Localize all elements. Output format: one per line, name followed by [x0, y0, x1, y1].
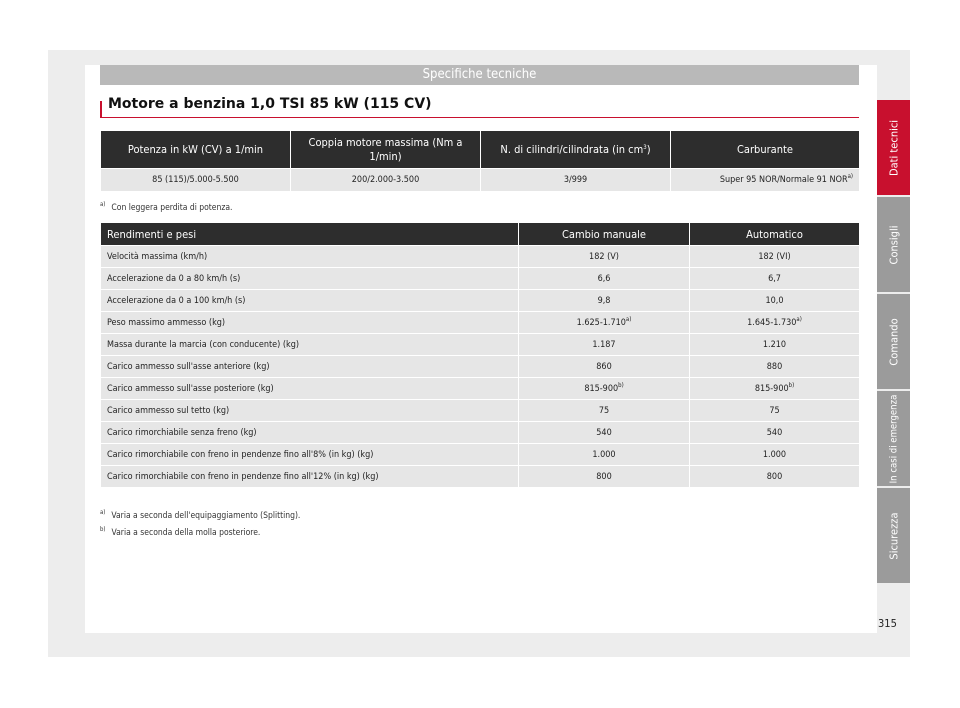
weights-cell-auto-text: 182 (VI): [758, 251, 791, 262]
weights-cell-label-text: Accelerazione da 0 a 100 km/h (s): [107, 295, 246, 306]
weights-cell-label-text: Carico ammesso sull'asse posteriore (kg): [107, 383, 274, 394]
weights-cell-manual: [519, 268, 690, 290]
weights-cell-label-text: Accelerazione da 0 a 80 km/h (s): [107, 273, 241, 284]
table-row: [101, 422, 860, 444]
weights-cell-label: [101, 356, 519, 378]
table-row: [101, 290, 860, 312]
weights-cell-manual-text: 1.187: [592, 339, 616, 350]
title-accent-mark: [100, 101, 102, 118]
weights-cell-auto: [690, 334, 860, 356]
tab-consigli[interactable]: [877, 197, 910, 292]
weights-cell-label-text: Carico ammesso sul tetto (kg): [107, 405, 230, 416]
weights-cell-auto: [690, 356, 860, 378]
engine-cell-torque: 200/2.000-3.500: [291, 169, 481, 192]
tab-label: Comando: [887, 317, 900, 366]
weights-cell-label-text: Carico rimorchiabile senza freno (kg): [107, 427, 257, 438]
table-row: [101, 169, 860, 192]
weights-cell-manual-text: 6,6: [597, 273, 611, 284]
weights-cell-auto: [690, 400, 860, 422]
weights-cell-auto: [690, 246, 860, 268]
engine-header-cylinders-sup: 3: [643, 143, 647, 151]
weights-cell-auto-text: 815-900: [754, 383, 789, 394]
weights-cell-manual: [519, 356, 690, 378]
weights-cell-auto-sup: b): [788, 381, 795, 389]
weights-cell-auto-text: 1.645-1.730: [747, 317, 797, 328]
footnote-mark: a): [100, 509, 106, 516]
weights-cell-auto-text: 880: [766, 361, 783, 372]
engine-cell-cylinders: 3/999: [481, 169, 671, 192]
table-row: [101, 400, 860, 422]
weights-cell-manual-text: 1.625-1.710: [576, 317, 626, 328]
weights-cell-label: [101, 466, 519, 488]
footnote-mark: b): [100, 526, 106, 533]
weights-cell-auto-text: 6,7: [768, 273, 781, 284]
weights-cell-auto: [690, 444, 860, 466]
weights-cell-auto-text: 540: [766, 427, 783, 438]
tab-label: Sicurezza: [887, 511, 900, 560]
engine-header-fuel: Carburante: [671, 131, 860, 169]
weights-cell-auto-text: 10,0: [765, 295, 784, 306]
page-title: Motore a benzina 1,0 TSI 85 kW (115 CV): [108, 96, 432, 112]
weights-cell-manual-text: 9,8: [597, 295, 611, 306]
weights-cell-manual: [519, 444, 690, 466]
engine-header-torque: Coppia motore massima (Nm a 1/min): [291, 131, 481, 169]
weights-cell-label: [101, 334, 519, 356]
engine-cell-fuel-sup: a): [847, 173, 853, 180]
weights-cell-manual-text: 182 (V): [589, 251, 619, 262]
weights-header-auto: Automatico: [690, 223, 860, 246]
weights-cell-auto: [690, 378, 860, 400]
table-row: [101, 444, 860, 466]
weights-cell-label: [101, 400, 519, 422]
weights-cell-label-text: Carico rimorchiabile con freno in pendenze fino all'12% (in kg) (kg): [107, 471, 379, 482]
page-number: 315: [878, 617, 897, 630]
tab-sicurezza[interactable]: [877, 488, 910, 583]
weights-cell-manual: [519, 290, 690, 312]
table-row: [101, 246, 860, 268]
weights-cell-manual: [519, 334, 690, 356]
engine-header-power: Potenza in kW (CV) a 1/min: [101, 131, 291, 169]
weights-cell-manual-text: 800: [596, 471, 612, 482]
table-row: [101, 466, 860, 488]
weights-cell-label-text: Carico ammesso sull'asse anteriore (kg): [107, 361, 270, 372]
tab-in-casi-di-emergenza[interactable]: [877, 391, 910, 486]
weights-cell-auto: [690, 290, 860, 312]
tab-label: Consigli: [887, 225, 900, 264]
title-divider: [100, 117, 859, 118]
tab-label: In casi di emergenza: [888, 394, 899, 483]
weights-cell-label: [101, 312, 519, 334]
tab-dati-tecnici[interactable]: [877, 100, 910, 195]
engine-cell-fuel: [671, 169, 860, 192]
engine-header-cylinders: [481, 131, 671, 169]
weights-cell-manual-text: 75: [598, 405, 610, 416]
weights-cell-label: [101, 246, 519, 268]
weights-cell-label: [101, 444, 519, 466]
weights-cell-manual-sup: b): [618, 381, 624, 389]
weights-cell-auto: [690, 422, 860, 444]
table-row: [101, 312, 860, 334]
weights-cell-auto-text: 1.210: [762, 339, 787, 350]
tab-comando[interactable]: [877, 294, 910, 389]
weights-cell-manual-text: 815-900: [584, 383, 619, 394]
weights-header-manual: Cambio manuale: [519, 223, 690, 246]
weights-cell-label: [101, 422, 519, 444]
weights-cell-manual: [519, 400, 690, 422]
weights-footnote-b: [100, 528, 260, 538]
weights-cell-manual: [519, 422, 690, 444]
weights-table-header-row: [101, 223, 860, 246]
weights-cell-manual-text: 860: [596, 361, 612, 372]
weights-cell-auto-text: 1.000: [762, 449, 787, 460]
footnote-text: Con leggera perdita di potenza.: [111, 203, 233, 213]
weights-cell-auto-sup: a): [796, 315, 802, 323]
weights-cell-manual: [519, 246, 690, 268]
footnote-text: Varia a seconda della molla posteriore.: [111, 528, 261, 538]
table-row: [101, 268, 860, 290]
weights-table: [100, 222, 860, 488]
weights-cell-auto: [690, 466, 860, 488]
weights-header-label: Rendimenti e pesi: [101, 223, 519, 246]
weights-cell-auto-text: 800: [766, 471, 783, 482]
weights-footnote-a: [100, 511, 300, 521]
tab-label: Dati tecnici: [887, 119, 900, 176]
weights-cell-manual: [519, 312, 690, 334]
weights-cell-auto: [690, 312, 860, 334]
weights-cell-label: [101, 268, 519, 290]
weights-cell-manual: [519, 378, 690, 400]
engine-cell-fuel-text: Super 95 NOR/Normale 91 NOR: [719, 175, 848, 185]
table-row: [101, 356, 860, 378]
engine-table: [100, 130, 860, 192]
weights-cell-manual-sup: a): [625, 315, 632, 323]
engine-table-header-row: [101, 131, 860, 169]
weights-cell-label-text: Massa durante la marcia (con conducente) (kg): [107, 339, 300, 350]
engine-cell-power: 85 (115)/5.000-5.500: [101, 169, 291, 192]
engine-header-cylinders-close: ): [646, 142, 651, 156]
engine-footnote: [100, 203, 233, 213]
footnote-mark: a): [100, 201, 106, 208]
weights-cell-auto: [690, 268, 860, 290]
weights-cell-label-text: Peso massimo ammesso (kg): [107, 317, 226, 328]
weights-cell-label: [101, 378, 519, 400]
weights-table-body: [101, 246, 860, 488]
table-row: [101, 378, 860, 400]
weights-cell-manual-text: 1.000: [592, 449, 616, 460]
table-row: [101, 334, 860, 356]
weights-cell-label-text: Carico rimorchiabile con freno in pendenze fino all'8% (in kg) (kg): [107, 449, 374, 460]
weights-cell-label: [101, 290, 519, 312]
weights-cell-label-text: Velocità massima (km/h): [107, 251, 208, 262]
weights-cell-manual-text: 540: [596, 427, 612, 438]
engine-header-cylinders-text: N. di cilindri/cilindrata (in cm: [500, 142, 644, 156]
section-header: Specifiche tecniche: [100, 65, 859, 85]
weights-cell-manual: [519, 466, 690, 488]
footnote-text: Varia a seconda dell'equipaggiamento (Splitting).: [111, 511, 301, 521]
weights-cell-auto-text: 75: [769, 405, 780, 416]
